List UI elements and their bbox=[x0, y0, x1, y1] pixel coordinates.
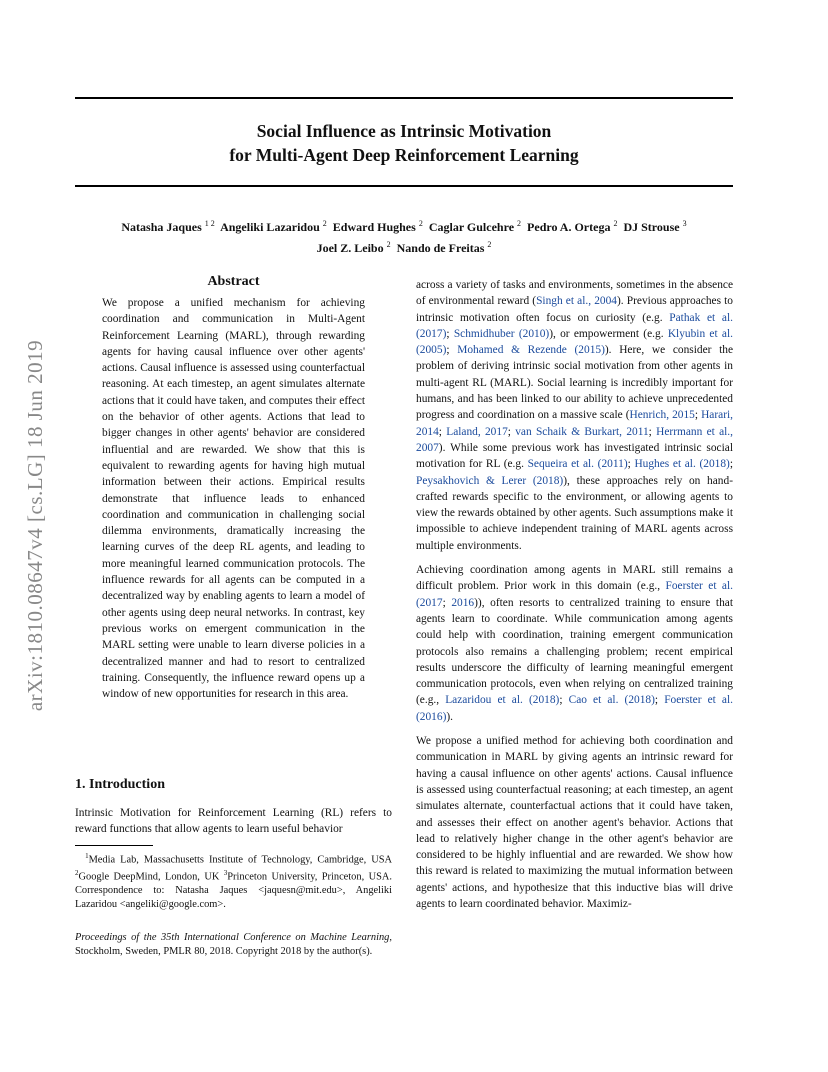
citation-link[interactable]: Sequeira et al. (2011) bbox=[527, 458, 628, 471]
text-run: ). bbox=[446, 710, 454, 723]
author: Edward Hughes bbox=[332, 220, 416, 234]
text-run: ), or empowerment (e.g. bbox=[549, 327, 668, 340]
author: Joel Z. Leibo bbox=[316, 241, 384, 255]
text-run: ; bbox=[507, 425, 516, 438]
citation-link[interactable]: Singh et al., 2004 bbox=[536, 295, 617, 308]
citation-link[interactable]: van Schaik & Burkart, 2011 bbox=[515, 425, 649, 438]
proceedings-footnote bbox=[75, 931, 392, 958]
text-run: ). Here, we consider the problem of deriving intrinsic social motivation from other agents in multi-agent RL (MARL). Social learning is incredibly important for humans, and has been linked to our ability to achieve unprecedented progress and coordination on a massive scale ( bbox=[416, 344, 734, 422]
text-run: ; bbox=[559, 694, 569, 707]
author: Angeliki Lazaridou bbox=[220, 220, 320, 234]
text-run: ). While some previous work has investigated intrinsic social motivation for RL (e.g. bbox=[416, 441, 733, 471]
author-affiliation: 1 2 bbox=[204, 219, 215, 228]
title-bottom-rule bbox=[75, 185, 733, 187]
author: DJ Strouse bbox=[623, 220, 680, 234]
text-run: across a variety of tasks and environments, sometimes in the absence of environmental reward ( bbox=[416, 279, 733, 308]
proceedings-details: , Stockholm, Sweden, PMLR 80, 2018. Copyright 2018 by the author(s). bbox=[75, 932, 392, 957]
citation-link[interactable]: Klyubin et al. (2005) bbox=[416, 327, 733, 357]
text-run: ; bbox=[446, 344, 458, 357]
paper-title-line-1: Social Influence as Intrinsic Motivation bbox=[256, 121, 552, 141]
footnote-rule bbox=[75, 845, 153, 846]
author-affiliation: 3 bbox=[682, 219, 687, 228]
affiliation-footnote: $^1$Media Lab, Massachusetts Institute of Technology, Cambridge, USA $^2$Google DeepMind, London, UK $^3$Princeton University, Princeton, USA. Correspondence to: Natasha Jaques <jaquesn@mit.edu>, Angeliki Lazaridou <angeliki@google.com>. bbox=[75, 852, 392, 910]
abstract-body bbox=[102, 295, 365, 702]
text-run: Achieving coordination among agents in MARL still remains a difficult problem. Prior work in this domain (e.g., bbox=[416, 564, 733, 593]
citation-link[interactable]: Hughes et al. (2018) bbox=[634, 458, 730, 471]
citation-link[interactable]: Henrich, 2015 bbox=[629, 409, 695, 422]
paper-title-line-2: for Multi-Agent Deep Reinforcement Learning bbox=[229, 145, 579, 165]
author: Nando de Freitas bbox=[396, 241, 485, 255]
affiliation-deepmind: Google DeepMind, London, UK bbox=[78, 871, 224, 883]
citation-link[interactable]: Cao et al. (2018) bbox=[568, 694, 655, 707]
author: Natasha Jaques bbox=[121, 220, 202, 234]
author-line-1 bbox=[75, 215, 733, 236]
affiliation-mit: Media Lab, Massachusetts Institute of Technology, Cambridge, USA bbox=[88, 854, 392, 866]
citation-link[interactable]: Peysakhovich & Lerer (2018) bbox=[416, 474, 564, 487]
right-paragraph-1 bbox=[416, 277, 733, 554]
text-run: ). Previous approaches to intrinsic motivation often focus on curiosity (e.g. bbox=[416, 295, 733, 324]
introduction-heading: 1. Introduction bbox=[75, 777, 165, 792]
author-affiliation: 2 bbox=[613, 219, 618, 228]
arxiv-identifier: arXiv:1810.08647v4 [cs.LG] 18 Jun 2019 bbox=[23, 339, 48, 711]
text-run: ; bbox=[694, 409, 702, 422]
author: Caglar Gulcehre bbox=[428, 220, 515, 234]
citation-link[interactable]: Laland, 2017 bbox=[446, 425, 508, 438]
author-affiliation: 2 bbox=[418, 219, 423, 228]
right-column bbox=[416, 277, 733, 912]
affiliation-princeton: Princeton University, Princeton, USA. Correspondence to: Natasha Jaques <jaquesn@mit.edu>, Angeliki Lazaridou <angeliki@google.com>. bbox=[75, 871, 392, 910]
right-paragraph-3: We propose a unified method for achieving both coordination and communication in MARL by giving agents an intrinsic reward for having a causal influence on other agents' actions. Causal influence is assessed using counterfactual reasoning; at each timestep, an agent simulates alternate, counterfactual actions that it could have taken, and assesses their effect on another agent's behavior. Actions that lead to relatively higher change in the other agent's behavior are considered to be highly influential and are rewarded. We show how this reward is related to maximizing the mutual information between agents' actions, and hypothesize that this inductive bias will drive agents to learn coordinated behavior. Maximiz- bbox=[416, 735, 733, 910]
abstract-text: We propose a unified mechanism for achieving coordination and communication in Multi-Agent Reinforcement Learning (MARL), through rewarding agents for having causal influence over other agents' actions. Causal influence is assessed using counterfactual reasoning. At each timestep, an agent simulates alternate actions that it could have taken, and computes their effect on the behavior of other agents. Actions that lead to bigger changes in other agents' behavior are considered influential and are rewarded. We show that this is equivalent to rewarding agents for having high mutual information between their actions. Empirical results demonstrate that influence leads to enhanced coordination and communication in challenging social dilemma environments, dramatically increasing the learning curves of the deep RL agents, and leading to more meaningful learned communication protocols. The influence rewards for all agents can be computed in a decentralized way by enabling agents to learn a model of other agents using deep neural networks. In contrast, key previous works on emergent communication in the MARL setting were unable to learn diverse policies in a decentralized manner and had to resort to centralized training. Consequently, the influence reward opens up a window of new opportunities for research in this area. bbox=[102, 297, 365, 701]
author-affiliation: 2 bbox=[487, 240, 492, 249]
author-affiliation: 2 bbox=[386, 240, 391, 249]
text-run: ; bbox=[438, 425, 447, 438]
citation-link[interactable]: Foerster et al. (2016) bbox=[416, 694, 734, 723]
citation-link[interactable]: Foerster et al. (2017 bbox=[416, 580, 733, 609]
title-top-rule bbox=[75, 97, 733, 99]
citation-link[interactable]: Pathak et al. (2017) bbox=[416, 311, 733, 340]
author: Pedro A. Ortega bbox=[527, 220, 611, 234]
citation-link[interactable]: Lazaridou et al. (2018) bbox=[445, 694, 560, 707]
author-affiliation: 2 bbox=[517, 219, 522, 228]
text-run: ; bbox=[729, 458, 733, 471]
arxiv-sidebar-stamp bbox=[18, 290, 54, 760]
right-paragraph-2 bbox=[416, 562, 733, 725]
text-run: ; bbox=[442, 596, 452, 609]
citation-link[interactable]: Herrmann et al., 2007 bbox=[416, 425, 733, 454]
author-line-2 bbox=[75, 236, 733, 257]
citation-link[interactable]: Schmidhuber (2010) bbox=[453, 327, 550, 340]
citation-link[interactable]: Mohamed & Rezende (2015) bbox=[457, 344, 605, 357]
text-run: )), often resorts to centralized training to ensure that agents learn to coordinate. While communication among agents could help with coordination, training emergent communication protocols also remains a challenging problem; recent empirical results underscore the difficulty of learning meaningful emergent communication protocols, even when relying on centralized training (e.g., bbox=[416, 596, 733, 707]
text-run: ), these approaches rely on hand-crafted rewards specific to the environment, or allowing agents to view the rewards obtained by other agents. Such assumptions make it impossible to achieve independent training of MARL agents across multiple environments. bbox=[416, 474, 733, 552]
intro-paragraph-start: Intrinsic Motivation for Reinforcement Learning (RL) refers to reward functions that allow agents to learn useful behavior bbox=[75, 807, 392, 836]
proceedings-venue: Proceedings of the 35th International Conference on Machine Learning bbox=[75, 932, 390, 943]
author-affiliation: 2 bbox=[322, 219, 327, 228]
introduction-start bbox=[75, 805, 392, 838]
text-run: ; bbox=[627, 458, 635, 471]
citation-link[interactable]: Harari, 2014 bbox=[416, 409, 733, 438]
text-run: ; bbox=[446, 327, 454, 340]
citation-link[interactable]: 2016 bbox=[451, 596, 475, 609]
author-list bbox=[75, 215, 733, 257]
text-run: ; bbox=[648, 425, 657, 438]
text-run: ; bbox=[654, 694, 665, 707]
abstract-heading: Abstract bbox=[207, 274, 260, 289]
